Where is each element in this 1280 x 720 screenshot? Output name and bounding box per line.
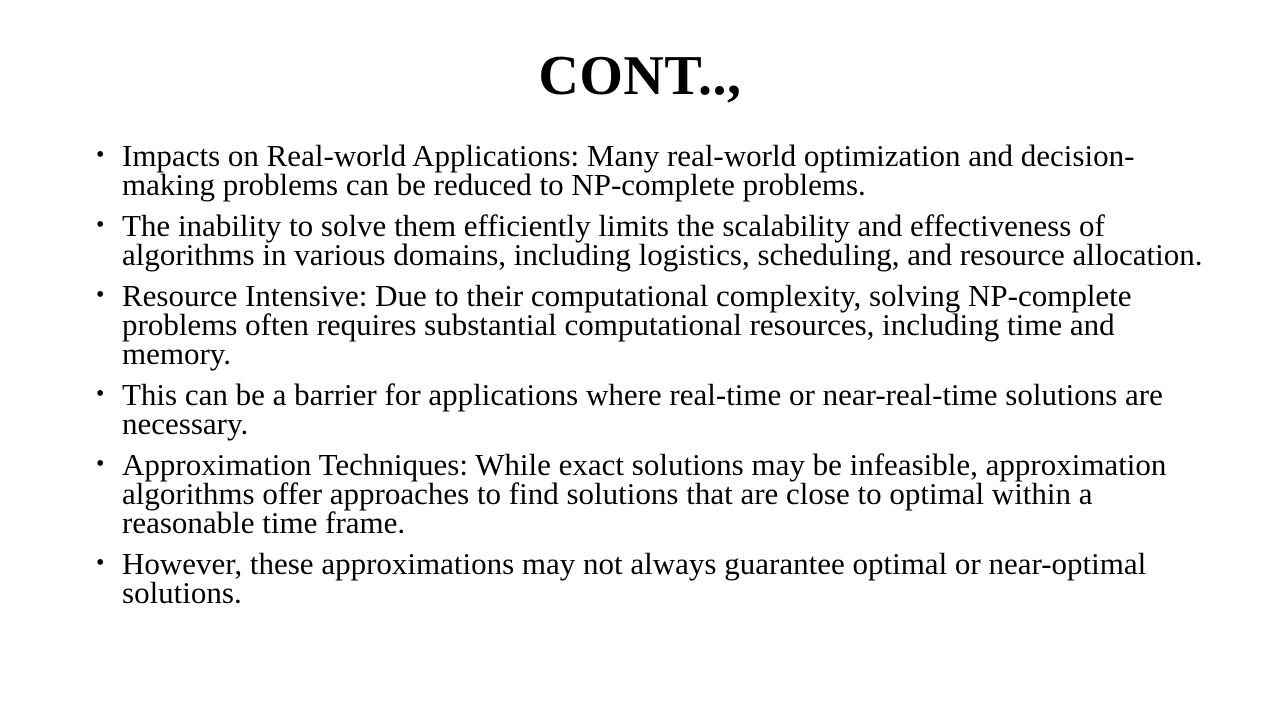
slide-title: CONT.., [538, 45, 742, 107]
bullet-text: Approximation Techniques: While exact solutions may be infeasible, approximation algorithms offer approaches to find solutions that are close to optimal within a reasonable time frame. [122, 447, 1167, 540]
bullet-item [96, 546, 1206, 610]
bullet-text: The inability to solve them efficiently limits the scalability and effectiveness of algorithms in various domains, including logistics, scheduling, and resource allocation. [122, 208, 1203, 272]
bullet-item [96, 377, 1206, 441]
bullet-list [96, 138, 1206, 619]
bullet-icon: • [96, 381, 105, 407]
bullet-icon: • [96, 451, 105, 477]
bullet-text: This can be a barrier for applications where real-time or near-real-time solutions are necessary. [122, 377, 1163, 441]
bullet-icon: • [96, 282, 105, 308]
bullet-icon: • [96, 550, 105, 576]
bullet-text: However, these approximations may not always guarantee optimal or near-optimal solutions. [122, 546, 1147, 610]
bullet-item [96, 447, 1206, 540]
bullet-item [96, 208, 1206, 272]
bullet-text: Impacts on Real-world Applications: Many real-world optimization and decision-making problems can be reduced to NP-complete problems. [122, 138, 1135, 202]
bullet-icon: • [96, 212, 105, 238]
bullet-item [96, 138, 1206, 202]
bullet-text: Resource Intensive: Due to their computational complexity, solving NP-complete problems often requires substantial computational resources, including time and memory. [122, 278, 1132, 371]
bullet-icon: • [96, 142, 105, 168]
bullet-item [96, 278, 1206, 371]
